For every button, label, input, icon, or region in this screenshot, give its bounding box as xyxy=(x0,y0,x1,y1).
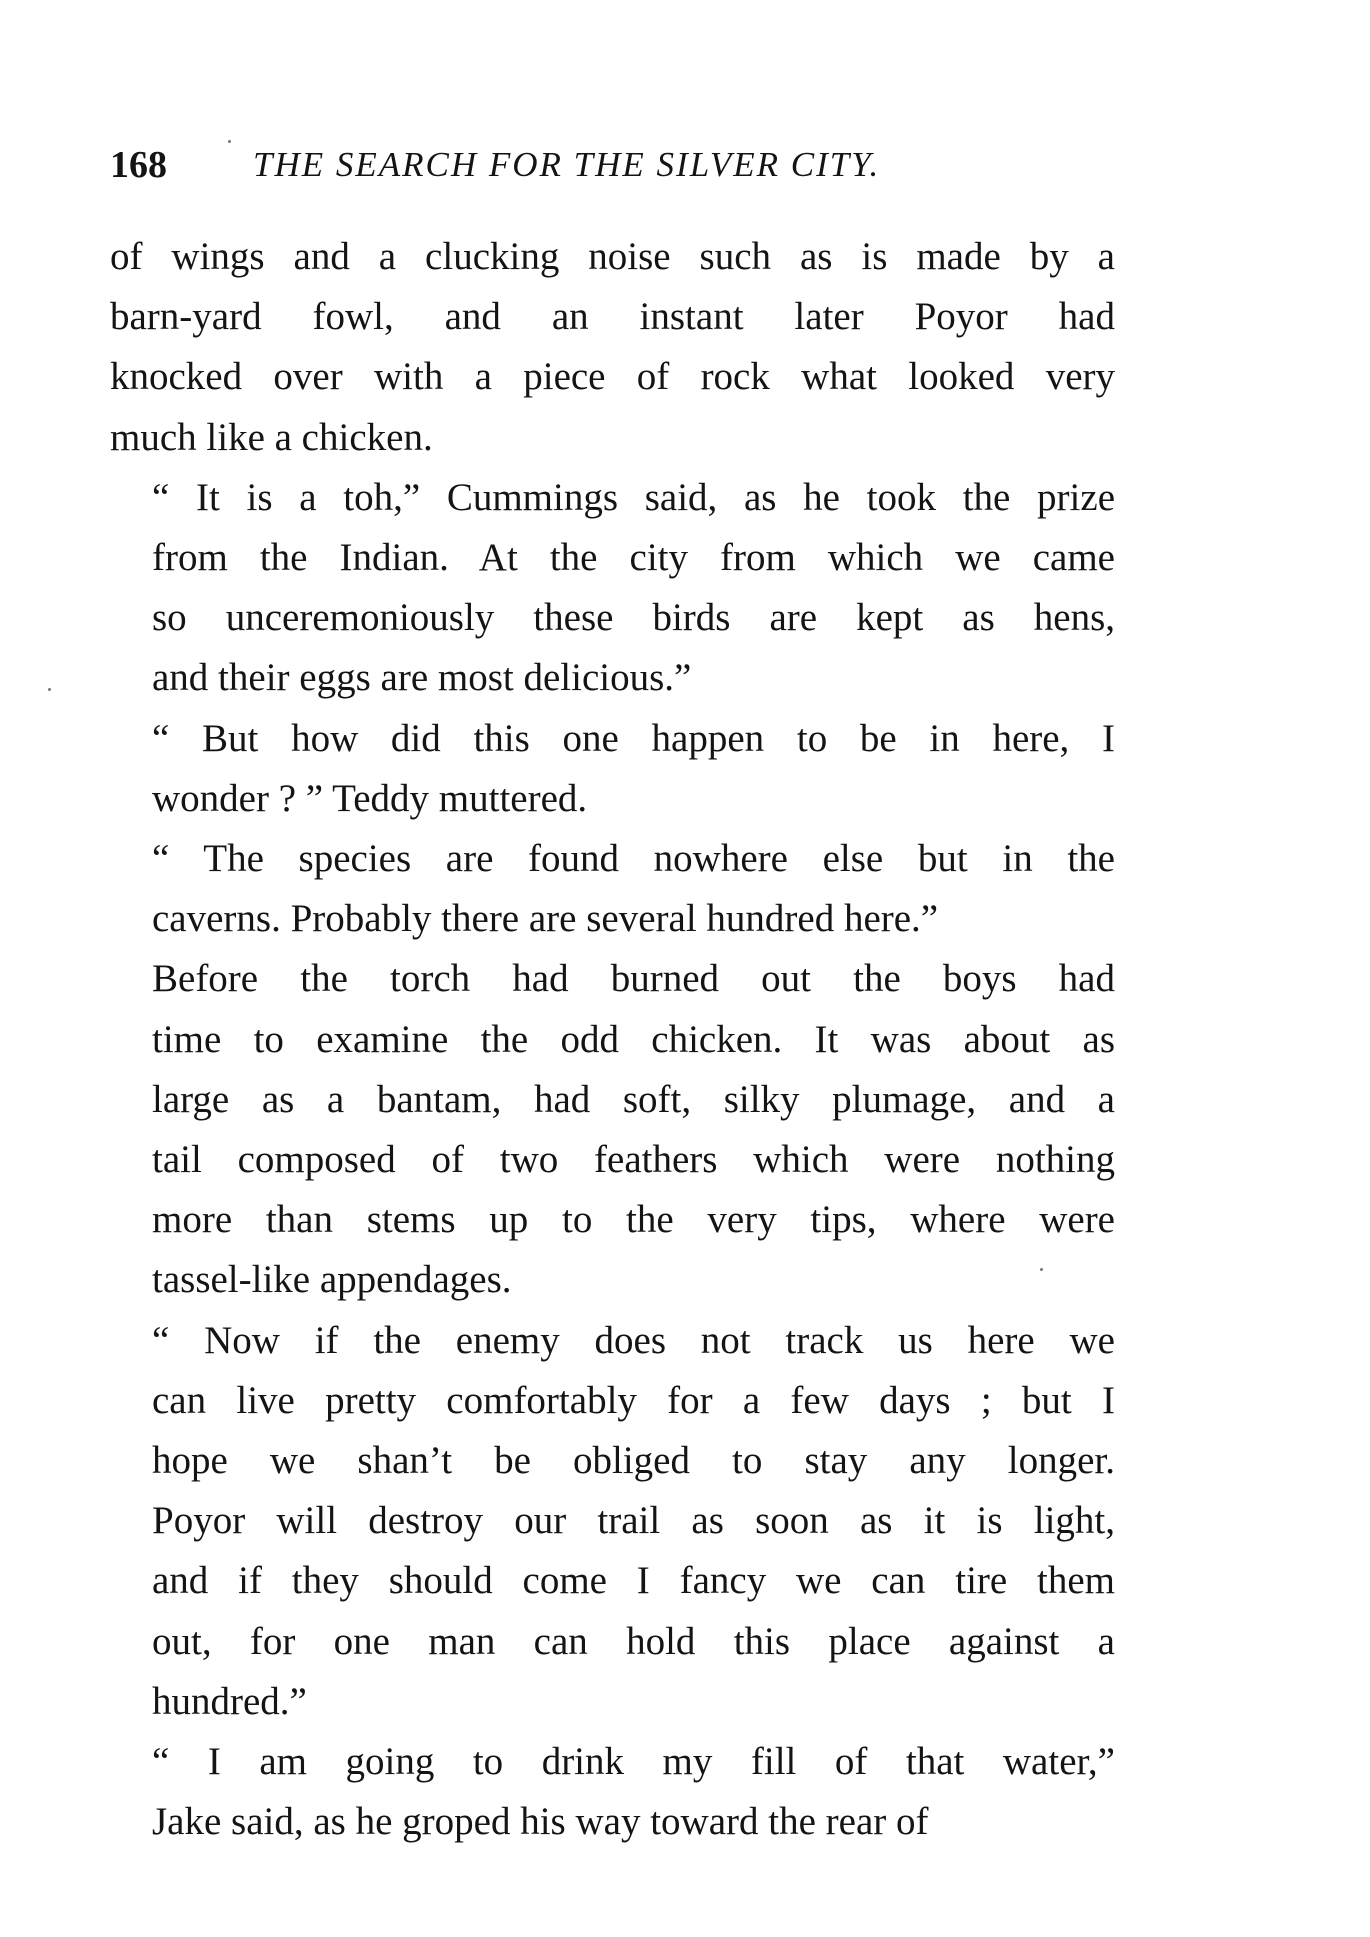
paragraph xyxy=(110,709,1115,829)
text-line: “ I am going to drink my fill of that water,” xyxy=(152,1740,1115,1784)
text-line: knocked over with a piece of rock what looked very xyxy=(110,355,1115,399)
text-line: Jake said, as he groped his way toward the rear of xyxy=(152,1800,929,1844)
text-line: large as a bantam, had soft, silky plumage, and a xyxy=(152,1077,1115,1121)
print-speck xyxy=(228,140,231,143)
text-line: from the Indian. At the city from which we came xyxy=(152,536,1115,580)
text-line: wonder ? ” Teddy muttered. xyxy=(152,776,588,820)
book-title: THE SEARCH FOR THE SILVER CITY. xyxy=(253,145,881,184)
text-line: can live pretty comfortably for a few days ; but I xyxy=(152,1378,1115,1422)
paragraph xyxy=(110,829,1115,949)
text-line: “ It is a toh,” Cummings said, as he took the prize xyxy=(152,475,1115,519)
text-line: “ But how did this one happen to be in here, I xyxy=(152,716,1115,760)
text-line: and if they should come I fancy we can tire them xyxy=(152,1559,1115,1603)
text-line: barn-yard fowl, and an instant later Poyor had xyxy=(110,295,1115,339)
text-line: Poyor will destroy our trail as soon as it is light, xyxy=(152,1499,1115,1543)
print-speck xyxy=(48,688,51,691)
text-line: out, for one man can hold this place against a xyxy=(152,1619,1115,1663)
paragraph xyxy=(110,1732,1115,1852)
paragraph xyxy=(110,227,1115,468)
text-line: hope we shan’t be obliged to stay any longer. xyxy=(152,1439,1115,1483)
text-body xyxy=(110,227,1115,1852)
text-line: much like a chicken. xyxy=(110,415,433,459)
text-line: “ Now if the enemy does not track us here we xyxy=(152,1318,1115,1362)
page-number: 168 xyxy=(110,144,167,186)
running-head xyxy=(110,140,1110,190)
paragraph xyxy=(110,468,1115,709)
text-line: time to examine the odd chicken. It was about as xyxy=(152,1017,1115,1061)
text-line: caverns. Probably there are several hundred here.” xyxy=(152,897,939,941)
print-speck xyxy=(1040,1268,1043,1271)
text-line: Before the torch had burned out the boys had xyxy=(152,957,1115,1001)
text-line: so unceremoniously these birds are kept as hens, xyxy=(152,596,1115,640)
text-line: of wings and a clucking noise such as is made by a xyxy=(110,235,1115,278)
text-line: tail composed of two feathers which were nothing xyxy=(152,1138,1115,1182)
text-line: “ The species are found nowhere else but in the xyxy=(152,837,1115,881)
text-line: hundred.” xyxy=(152,1679,307,1723)
text-line: and their eggs are most delicious.” xyxy=(152,656,692,700)
text-line: more than stems up to the very tips, where were xyxy=(152,1198,1115,1242)
paragraph xyxy=(110,949,1115,1310)
paragraph xyxy=(110,1311,1115,1732)
text-line: tassel-like appendages. xyxy=(152,1258,512,1302)
